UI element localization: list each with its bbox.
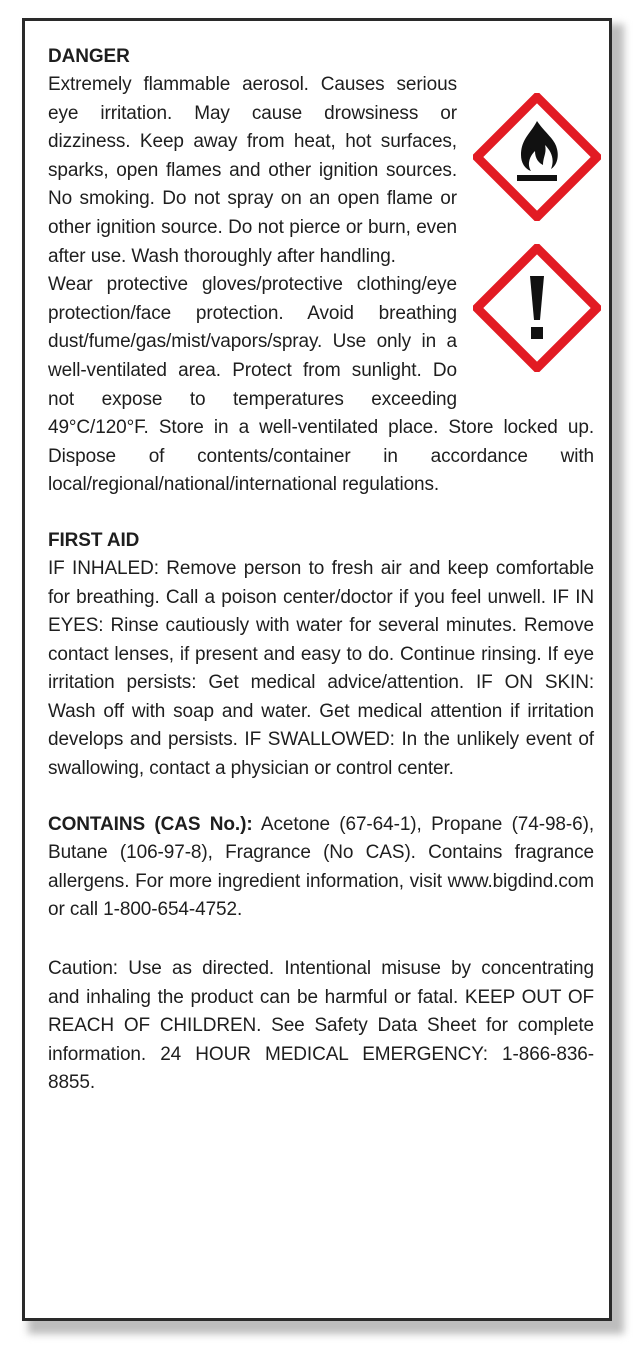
warning-label xyxy=(22,18,612,1321)
precautionary-statement: Wear protective gloves/protective clothing/eye protection/face protection. Avoid breathing dust/fume/gas/mist/vapors/spray. Use only in a well-ventilated area. Protect from sunlight. Do not expose to temperatures exceeding 49°C/120°F. Store in a well-ventilated place. Store locked up. Dispose of contents/container in accordance with local/regional/national/international regulations. xyxy=(48,274,594,496)
first-aid-text: IF INHALED: Remove person to fresh air and keep comfortable for breathing. Call a poison center/doctor if you feel unwell. IF IN EYES: Rinse cautiously with water for several minutes. Remove contact lenses, if present and easy to do. Continue rinsing. If eye irritation persists: Get medical advice/attention. IF ON SKIN: Wash off with soap and water. Get medical attention if irritation develops and persists. IF SWALLOWED: In the unlikely event of swallowing, contact a physician or control center. xyxy=(48,557,594,780)
first-aid-section xyxy=(48,527,594,784)
danger-section xyxy=(48,43,594,500)
label-content xyxy=(48,43,594,1098)
danger-statement: Extremely flammable aerosol. Causes serious eye irritation. May cause drowsiness or dizziness. Keep away from heat, hot surfaces, sparks, open flames and other ignition sources. No smoking. Do not spray on an open flame or other ignition source. Do not pierce or burn, even after use. Wash thoroughly after handling. xyxy=(48,74,457,267)
flame-icon xyxy=(473,93,601,221)
hazard-pictograms xyxy=(467,89,607,397)
caution-section xyxy=(48,955,594,1098)
irritant-pictogram xyxy=(473,244,601,372)
contains-text: Acetone (67-64-1), Propane (74-98-6), Butane (106-97-8), Fragrance (No CAS). Contains fragrance allergens. For more ingredient information, visit www.bigdind.com or call 1-800-654-4752. xyxy=(48,813,594,921)
contains-heading: CONTAINS (CAS No.): xyxy=(48,813,253,835)
flammable-pictogram xyxy=(473,93,601,221)
contains-section xyxy=(48,811,594,925)
danger-heading: DANGER xyxy=(48,46,130,67)
contains-paragraph xyxy=(48,811,594,925)
first-aid-heading: FIRST AID xyxy=(48,529,140,551)
caution-text: Caution: Use as directed. Intentional misuse by concentrating and inhaling the product can be harmful or fatal. KEEP OUT OF REACH OF CHILDREN. See Safety Data Sheet for complete information. 24 HOUR MEDICAL EMERGENCY: 1-866-836-8855. xyxy=(48,958,594,1094)
exclamation-icon xyxy=(473,244,601,372)
